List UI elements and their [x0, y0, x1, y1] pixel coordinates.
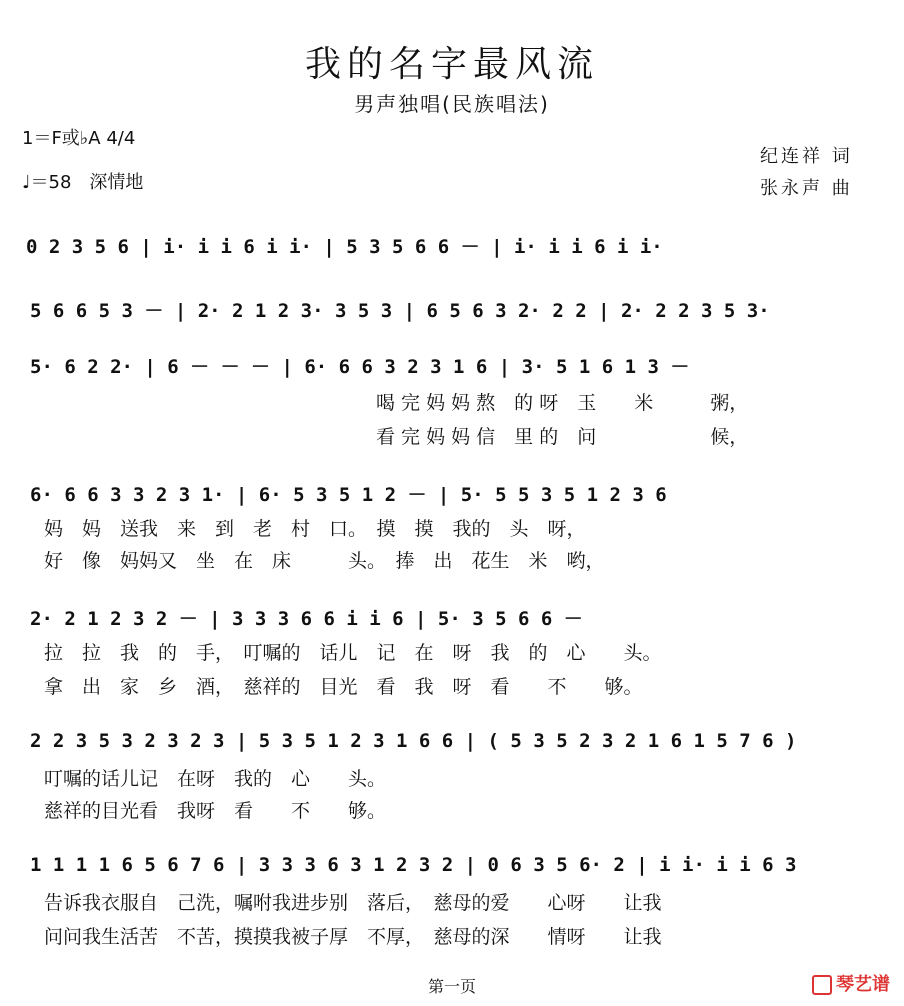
lyric-line: 慈祥的目光看 我呀 看 不 够。 — [44, 800, 387, 822]
brand-logo — [812, 970, 890, 996]
lyrics-verse-1 — [0, 764, 904, 792]
score-system-7 — [0, 854, 904, 886]
lyric-line: 喝 完 妈 妈 熬 的 呀 玉 米 粥， — [376, 392, 749, 414]
notes-line: 5 6 6 5 3 － | 2· 2 1 2 3· 3 5 3 | 6 5 6 3 2· 2 2 | 2· 2 2 3 5 3· — [30, 300, 770, 322]
lyrics-verse-1 — [0, 638, 904, 666]
lyric-line: 问问我生活苦 不苦，摸摸我被子厚 不厚， 慈母的深 情呀 让我 — [44, 926, 662, 948]
notes-line: 2· 2 1 2 3 2 － | 3 3 3 6 6 i i 6 | 5· 3 5 6 6 － — [30, 608, 583, 630]
score-system-6 — [0, 730, 904, 762]
lyrics-verse-2 — [0, 672, 904, 700]
lyrics-verse-1 — [0, 888, 904, 916]
lyricist-credit: 纪连祥 词 — [760, 146, 853, 167]
lyrics-verse-2 — [0, 796, 904, 824]
notes-line: 0 2 3 5 6 | i· i i 6 i i· | 5 3 5 6 6 － | i· i i 6 i i· — [26, 236, 663, 258]
lyrics-verse-1 — [0, 388, 904, 416]
lyrics-verse-1 — [0, 514, 904, 542]
lyrics-verse-2 — [0, 922, 904, 950]
score-system-1 — [0, 232, 904, 264]
lyrics-verse-2 — [0, 422, 904, 450]
song-subtitle: 男声独唱(民族唱法) — [354, 92, 550, 116]
tempo-marking: ♩＝58 深情地 — [22, 172, 144, 193]
composer-credit: 张永声 曲 — [760, 178, 853, 199]
notes-line: 6· 6 6 3 3 2 3 1· | 6· 5 3 5 1 2 － | 5· 5 5 3 5 1 2 3 6 — [30, 484, 667, 506]
lyric-line: 拉 拉 我 的 手， 叮嘱的 话儿 记 在 呀 我 的 心 头。 — [44, 642, 662, 664]
score-system-2 — [0, 296, 904, 328]
lyric-line: 看 完 妈 妈 信 里 的 问 候， — [376, 426, 749, 448]
notes-line: 5· 6 2 2· | 6 － － － | 6· 6 6 3 2 3 1 6 | 3· 5 1 6 1 3 － — [30, 356, 690, 378]
lyric-line: 拿 出 家 乡 酒， 慈祥的 目光 看 我 呀 看 不 够。 — [44, 676, 643, 698]
lyric-line: 告诉我衣服自 己洗，嘱咐我进步别 落后， 慈母的爱 心呀 让我 — [44, 892, 662, 914]
lyric-line: 好 像 妈妈又 坐 在 床 头。 捧 出 花生 米 哟， — [44, 550, 605, 572]
key-signature: 1＝F或♭A 4/4 — [22, 128, 136, 149]
brand-name: 琴艺谱 — [836, 974, 890, 995]
score-system-5 — [0, 604, 904, 636]
notes-line: 2 2 3 5 3 2 3 2 3 | 5 3 5 1 2 3 1 6 6 | ( 5 3 5 2 3 2 1 6 1 5 7 6 ) — [30, 730, 797, 752]
score-system-3 — [0, 352, 904, 384]
score-system-4 — [0, 480, 904, 512]
song-title: 我的名字最风流 — [304, 44, 599, 85]
lyrics-verse-2 — [0, 546, 904, 574]
notes-line: 1 1 1 1 6 5 6 7 6 | 3 3 3 6 3 1 2 3 2 | 0 6 3 5 6· 2 | i i· i i 6 3 — [30, 854, 797, 876]
brand-mark-icon — [812, 975, 832, 995]
lyric-line: 叮嘱的话儿记 在呀 我的 心 头。 — [44, 768, 387, 790]
lyric-line: 妈 妈 送我 来 到 老 村 口。 摸 摸 我的 头 呀， — [44, 518, 586, 540]
page-number: 第一页 — [427, 977, 476, 996]
